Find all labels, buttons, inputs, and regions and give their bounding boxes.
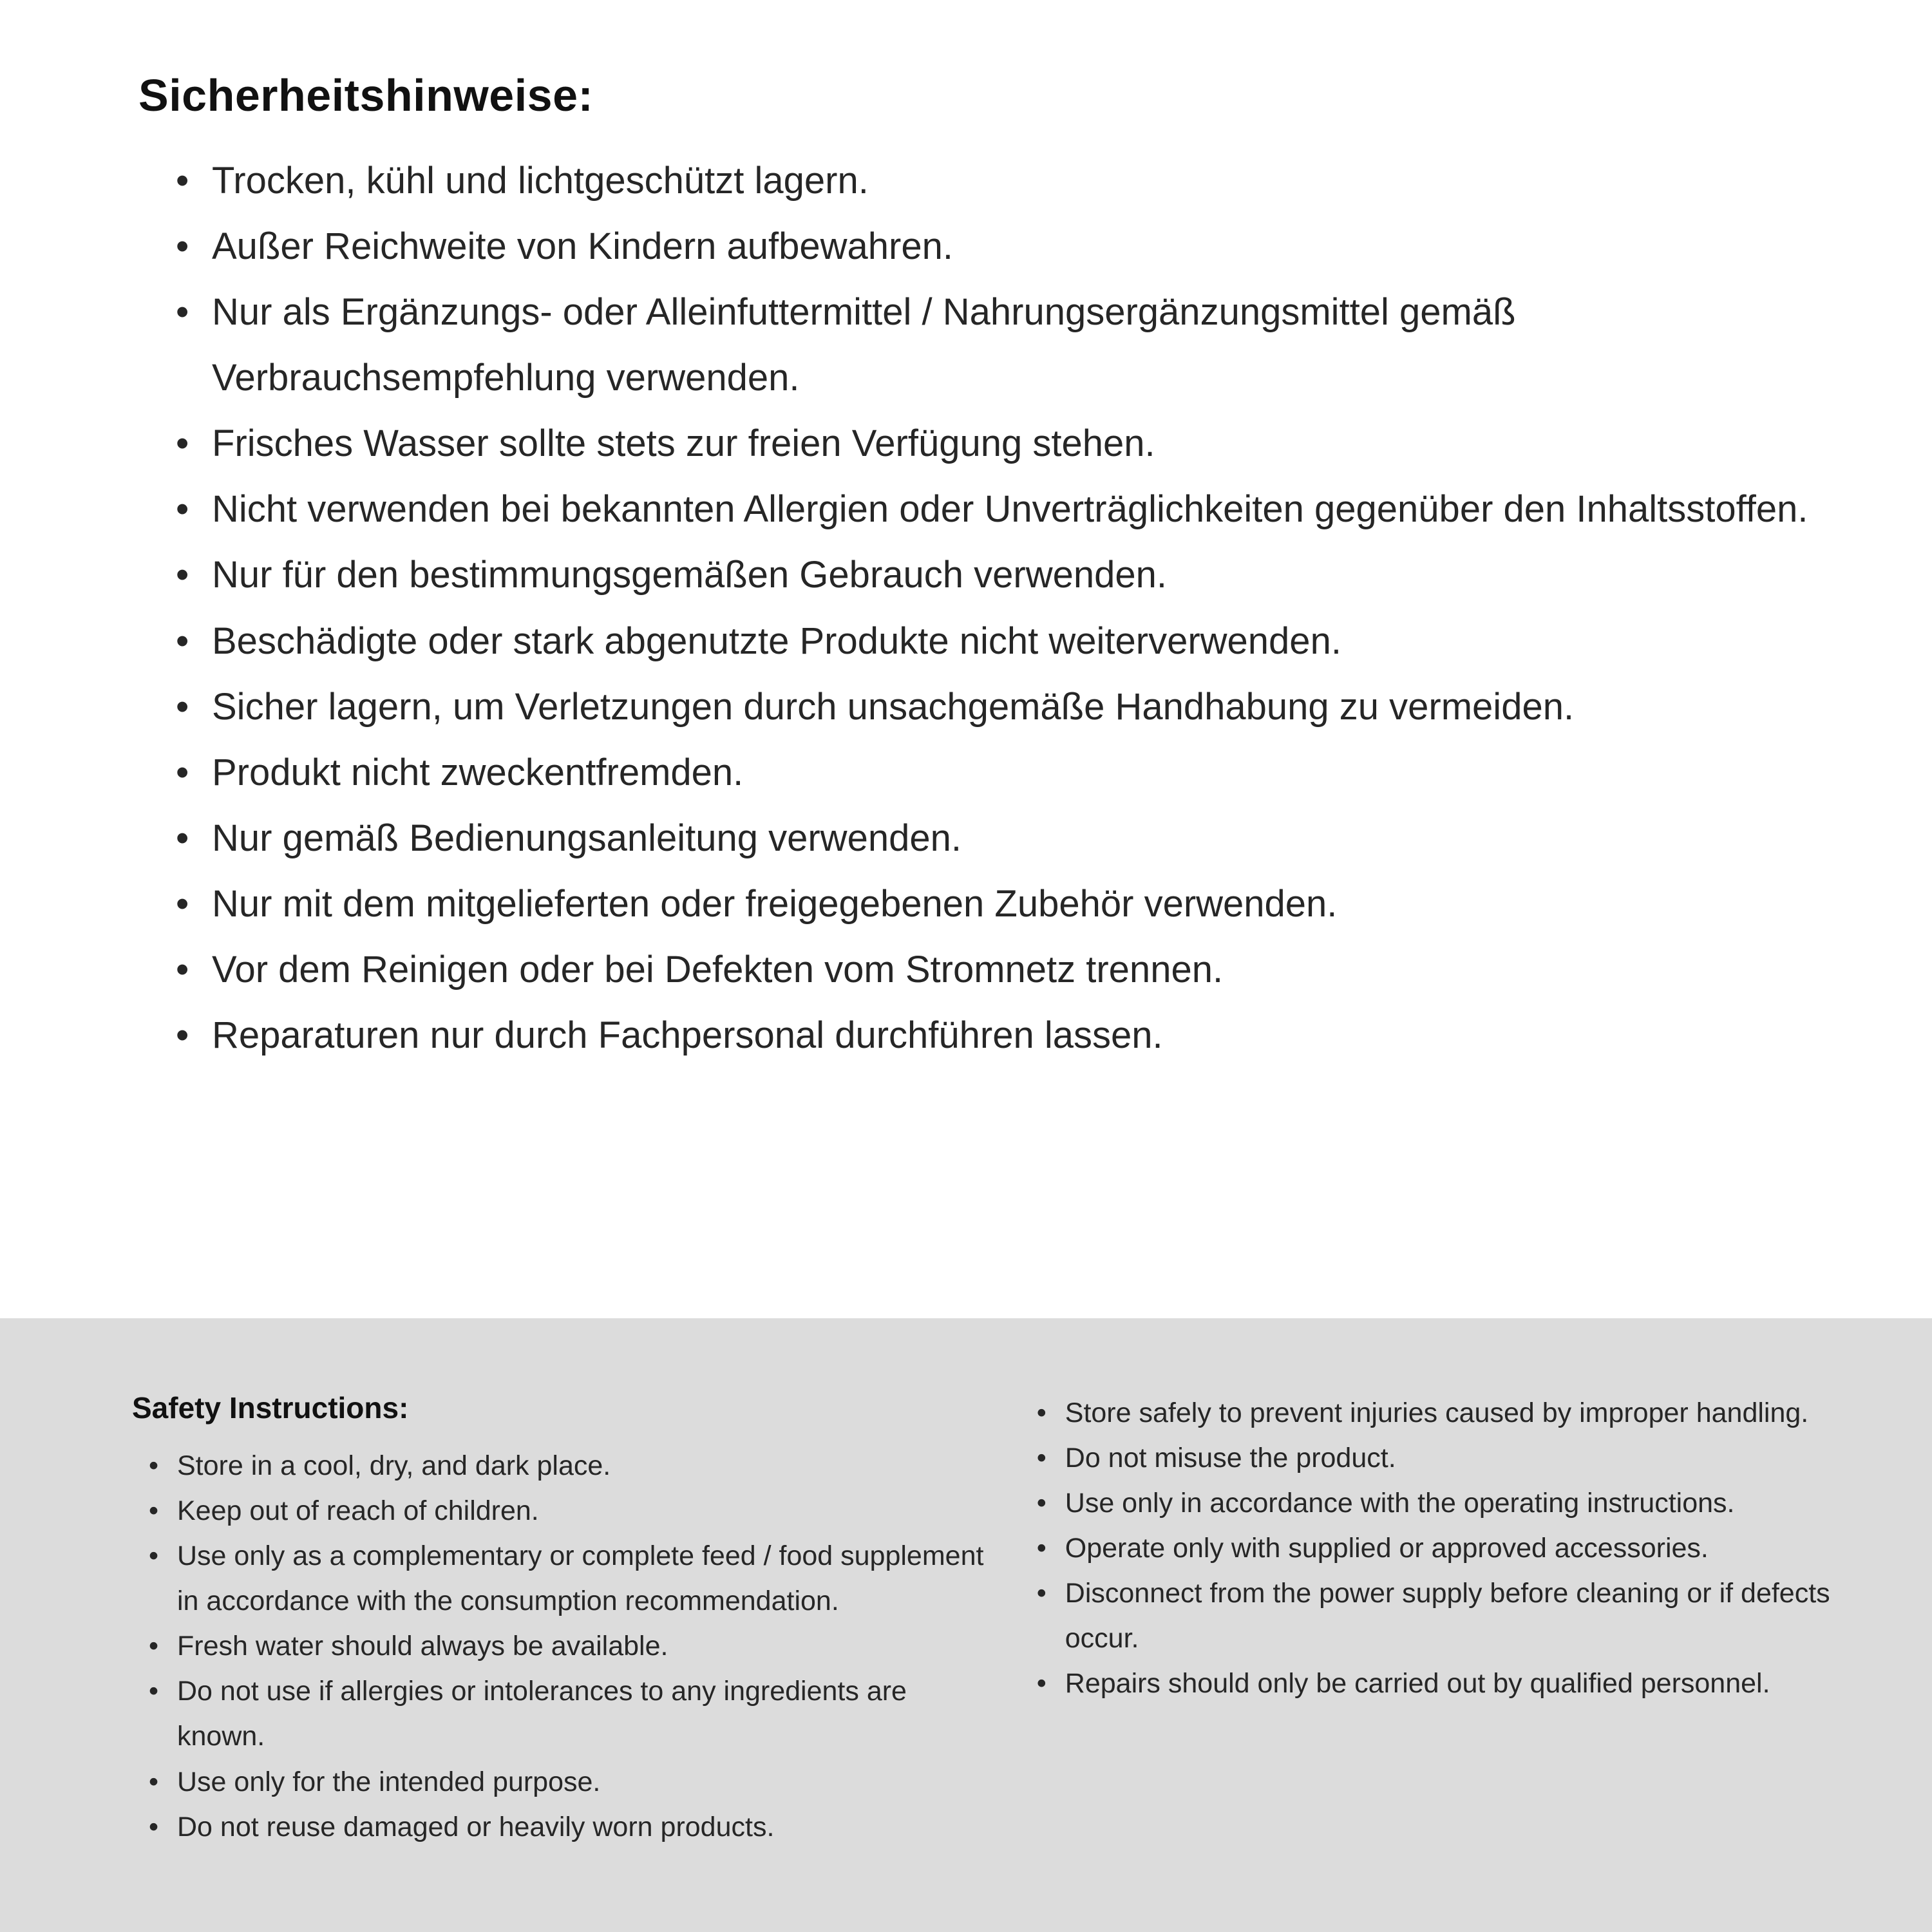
german-safety-list — [176, 148, 1855, 1068]
english-right-column — [1037, 1390, 1855, 1707]
german-safety-item: • Reparaturen nur durch Fachpersonal durchführen lassen. — [176, 1003, 1855, 1068]
english-safety-item: • Store safely to prevent injuries caused by improper handling. — [1037, 1390, 1855, 1435]
english-safety-item: • Do not misuse the product. — [1037, 1435, 1855, 1481]
german-safety-item: • Produkt nicht zweckentfremden. — [176, 740, 1855, 806]
english-safety-item: • Disconnect from the power supply before cleaning or if defects occur. — [1037, 1571, 1855, 1661]
english-safety-list-left — [149, 1443, 989, 1850]
english-safety-item: • Repairs should only be carried out by qualified personnel. — [1037, 1661, 1855, 1706]
german-safety-item: • Außer Reichweite von Kindern aufbewahren. — [176, 214, 1855, 279]
english-safety-list-right — [1037, 1390, 1855, 1707]
english-safety-item: • Operate only with supplied or approved accessories. — [1037, 1526, 1855, 1571]
german-safety-item: • Nicht verwenden bei bekannten Allergien oder Unverträglichkeiten gegenüber den Inhaltsstoffen. — [176, 477, 1855, 542]
english-left-column — [132, 1390, 989, 1850]
german-safety-item: • Nur mit dem mitgelieferten oder freigegebenen Zubehör verwenden. — [176, 871, 1855, 937]
english-safety-item: • Fresh water should always be available. — [149, 1624, 989, 1669]
german-safety-item: • Nur für den bestimmungsgemäßen Gebrauch verwenden. — [176, 542, 1855, 608]
german-safety-item: • Beschädigte oder stark abgenutzte Produkte nicht weiterverwenden. — [176, 609, 1855, 674]
german-safety-item: • Frisches Wasser sollte stets zur freien Verfügung stehen. — [176, 411, 1855, 477]
german-safety-item: • Sicher lagern, um Verletzungen durch unsachgemäße Handhabung zu vermeiden. — [176, 674, 1855, 740]
english-safety-item: • Keep out of reach of children. — [149, 1488, 989, 1533]
english-safety-item: • Do not reuse damaged or heavily worn products. — [149, 1804, 989, 1850]
english-safety-item: • Do not use if allergies or intolerances to any ingredients are known. — [149, 1669, 989, 1759]
german-safety-item: • Trocken, kühl und lichtgeschützt lagern. — [176, 148, 1855, 214]
english-safety-section — [0, 1318, 1932, 1932]
english-safety-item: • Use only as a complementary or complete feed / food supplement in accordance with the consumption recommendation. — [149, 1533, 989, 1624]
english-safety-item: • Store in a cool, dry, and dark place. — [149, 1443, 989, 1488]
german-safety-item: • Nur gemäß Bedienungsanleitung verwenden. — [176, 806, 1855, 871]
german-safety-item: • Nur als Ergänzungs- oder Alleinfuttermittel / Nahrungsergänzungsmittel gemäß Verbrauchsempfehlung verwenden. — [176, 279, 1855, 411]
german-safety-item: • Vor dem Reinigen oder bei Defekten vom Stromnetz trennen. — [176, 937, 1855, 1003]
english-safety-item: • Use only for the intended purpose. — [149, 1759, 989, 1804]
german-section-title: Sicherheitshinweise: — [138, 70, 594, 120]
english-safety-item: • Use only in accordance with the operating instructions. — [1037, 1481, 1855, 1526]
english-section-title: Safety Instructions: — [132, 1391, 409, 1425]
